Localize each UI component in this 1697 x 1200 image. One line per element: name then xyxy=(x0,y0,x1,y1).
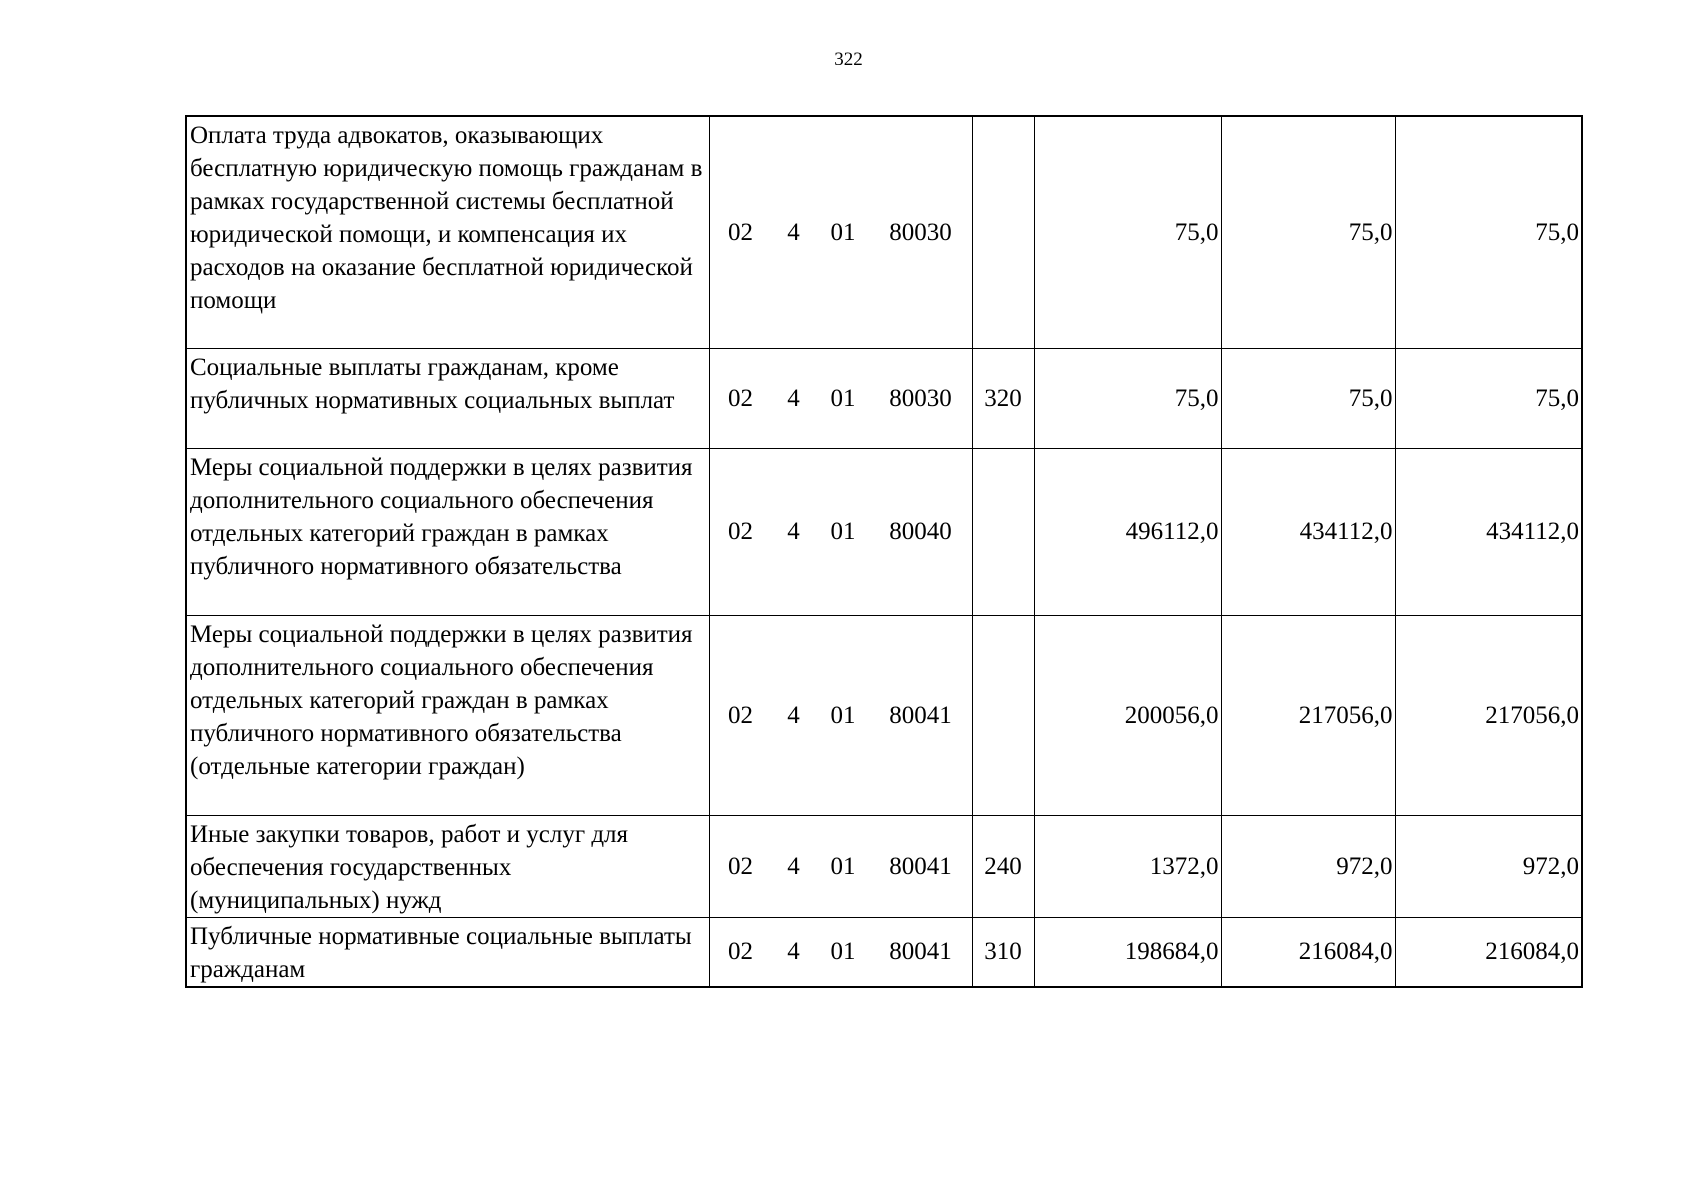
row-codes xyxy=(709,348,972,448)
row-name: Иные закупки товаров, работ и услуг для обеспечения государственных (муниципальных) нужд xyxy=(186,815,709,917)
amount-3: 217056,0 xyxy=(1395,615,1582,815)
amount-3: 216084,0 xyxy=(1395,917,1582,987)
table-row xyxy=(186,348,1582,448)
code-subprogram: 01 xyxy=(830,218,856,246)
amount-2: 75,0 xyxy=(1221,348,1395,448)
row-codes xyxy=(709,116,972,348)
amount-3: 75,0 xyxy=(1395,116,1582,348)
code-program: 4 xyxy=(787,518,800,545)
amount-1: 200056,0 xyxy=(1034,615,1221,815)
table-row xyxy=(186,448,1582,615)
page-number: 322 xyxy=(834,49,863,70)
amount-1: 75,0 xyxy=(1034,348,1221,448)
code-subprogram: 01 xyxy=(830,701,856,729)
expense-type xyxy=(972,448,1034,615)
expense-type: 240 xyxy=(972,815,1034,917)
amount-2: 972,0 xyxy=(1221,815,1395,917)
code-subprogram: 01 xyxy=(830,518,856,545)
row-codes xyxy=(709,615,972,815)
amount-3: 75,0 xyxy=(1395,348,1582,448)
row-name: Социальные выплаты гражданам, кроме публичных нормативных социальных выплат xyxy=(186,348,709,448)
code-program: 4 xyxy=(787,701,800,729)
row-codes xyxy=(709,448,972,615)
code-section: 02 xyxy=(728,218,753,246)
code-section: 02 xyxy=(728,938,753,965)
code-subprogram: 01 xyxy=(830,852,856,880)
amount-1: 1372,0 xyxy=(1034,815,1221,917)
amount-1: 75,0 xyxy=(1034,116,1221,348)
expense-type: 320 xyxy=(972,348,1034,448)
row-codes xyxy=(709,815,972,917)
amount-2: 434112,0 xyxy=(1221,448,1395,615)
expense-type xyxy=(972,116,1034,348)
table-row xyxy=(186,815,1582,917)
code-section: 02 xyxy=(728,518,753,545)
code-direction: 80030 xyxy=(889,218,952,246)
code-direction: 80041 xyxy=(889,938,952,965)
expense-type xyxy=(972,615,1034,815)
code-subprogram: 01 xyxy=(830,384,856,412)
code-section: 02 xyxy=(728,384,753,412)
code-section: 02 xyxy=(728,852,753,880)
amount-2: 216084,0 xyxy=(1221,917,1395,987)
row-codes xyxy=(709,917,972,987)
table-row xyxy=(186,116,1582,348)
row-name: Меры социальной поддержки в целях развития дополнительного социального обеспечения отдельных категорий граждан в рамках публичного нормативного обязательства (отдельные категории граждан) xyxy=(186,615,709,815)
code-direction: 80041 xyxy=(889,701,952,729)
code-section: 02 xyxy=(728,701,753,729)
table-row xyxy=(186,615,1582,815)
code-program: 4 xyxy=(787,384,800,412)
amount-1: 496112,0 xyxy=(1034,448,1221,615)
table-body xyxy=(186,116,1582,987)
code-subprogram: 01 xyxy=(830,938,856,965)
code-direction: 80041 xyxy=(889,852,952,880)
amount-2: 217056,0 xyxy=(1221,615,1395,815)
amount-2: 75,0 xyxy=(1221,116,1395,348)
budget-table xyxy=(185,115,1583,988)
code-direction: 80030 xyxy=(889,384,952,412)
code-program: 4 xyxy=(787,218,800,246)
row-name: Оплата труда адвокатов, оказывающих бесплатную юридическую помощь гражданам в рамках государственной системы бесплатной юридической помощи, и компенсация их расходов на оказание бесплатной юридической помощи xyxy=(186,116,709,348)
code-direction: 80040 xyxy=(889,518,952,545)
table-row xyxy=(186,917,1582,987)
amount-3: 972,0 xyxy=(1395,815,1582,917)
row-name: Публичные нормативные социальные выплаты гражданам xyxy=(186,917,709,987)
amount-1: 198684,0 xyxy=(1034,917,1221,987)
code-program: 4 xyxy=(787,938,800,965)
code-program: 4 xyxy=(787,852,800,880)
expense-type: 310 xyxy=(972,917,1034,987)
amount-3: 434112,0 xyxy=(1395,448,1582,615)
row-name: Меры социальной поддержки в целях развития дополнительного социального обеспечения отдельных категорий граждан в рамках публичного нормативного обязательства xyxy=(186,448,709,615)
